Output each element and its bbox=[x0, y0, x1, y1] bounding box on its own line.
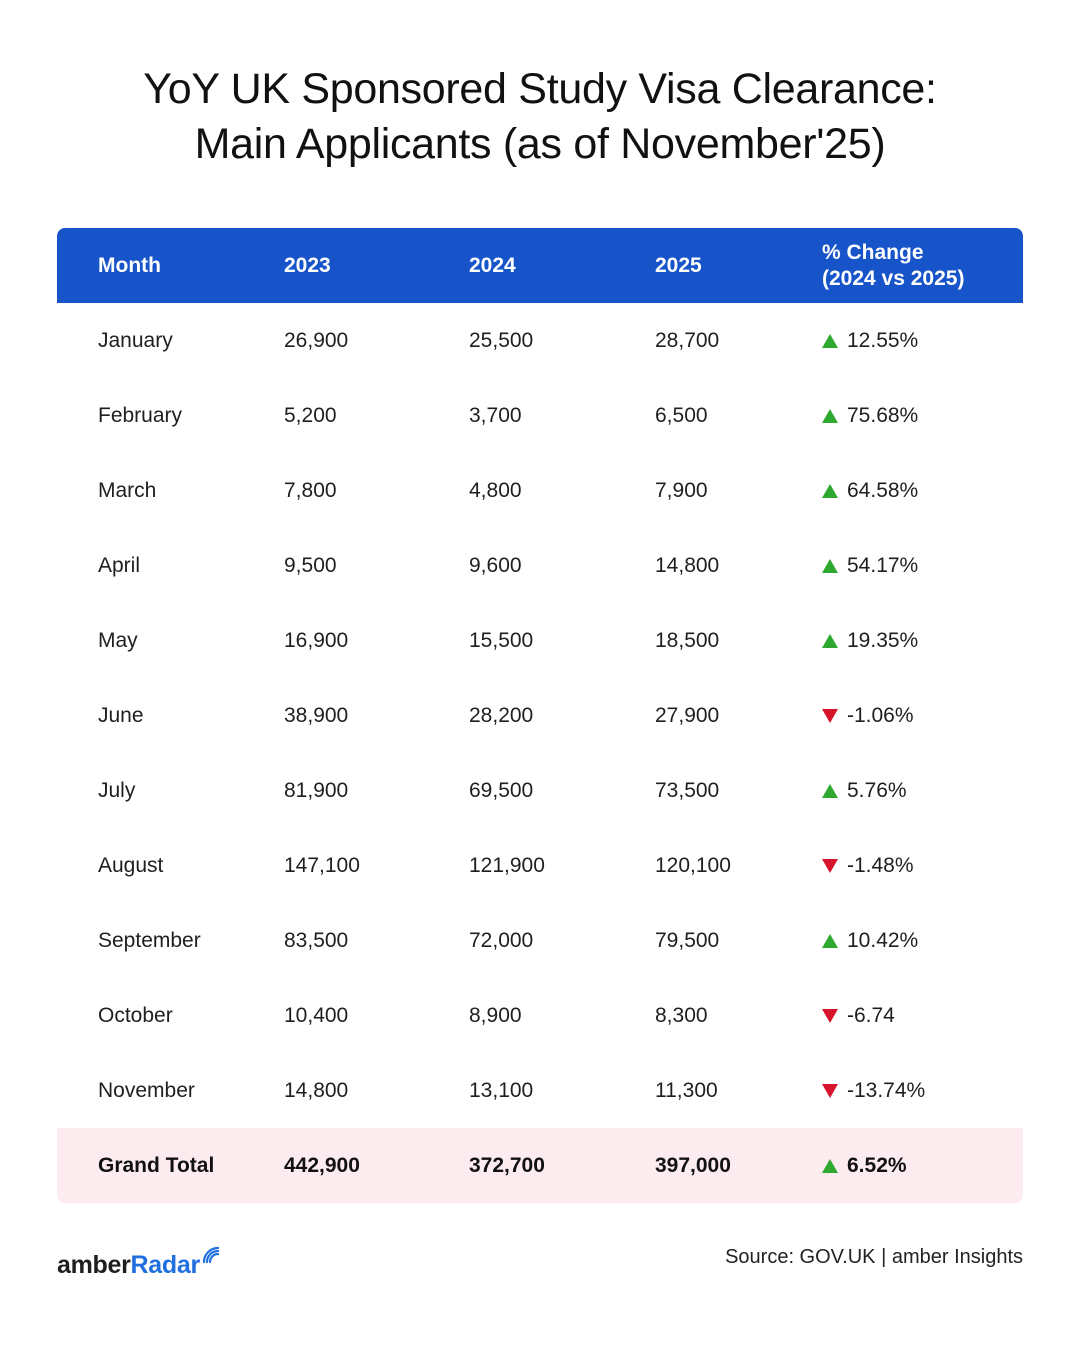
change-cell bbox=[822, 1053, 925, 1128]
change-value: 12.55% bbox=[847, 328, 919, 352]
triangle-up-icon bbox=[822, 484, 838, 498]
total-2025: 397,000 bbox=[655, 1153, 731, 1177]
change-cell bbox=[822, 978, 895, 1053]
change-cell bbox=[822, 903, 918, 978]
value-2025-cell: 7,900 bbox=[655, 478, 708, 502]
logo-text-amber: amber bbox=[57, 1251, 131, 1279]
value-2023-cell: 26,900 bbox=[284, 328, 349, 352]
source-note: Source: GOV.UK | amber Insights bbox=[725, 1246, 1023, 1268]
value-2025-cell: 8,300 bbox=[655, 1003, 708, 1027]
triangle-up-icon bbox=[822, 559, 838, 573]
month-cell: June bbox=[98, 703, 144, 727]
value-2024-cell: 25,500 bbox=[469, 328, 534, 352]
month-cell: April bbox=[98, 553, 141, 577]
amberradar-logo bbox=[57, 1240, 220, 1280]
change-cell bbox=[822, 378, 918, 453]
radar-wave-icon bbox=[202, 1246, 220, 1264]
month-cell: October bbox=[98, 1003, 173, 1027]
header-2024: 2024 bbox=[469, 253, 516, 277]
value-2025-cell: 11,300 bbox=[655, 1078, 718, 1102]
page-title bbox=[0, 62, 1080, 172]
table-row bbox=[57, 378, 1023, 453]
header-change-line-1: % Change bbox=[822, 240, 924, 264]
table-header bbox=[57, 228, 1023, 303]
value-2024-cell: 13,100 bbox=[469, 1078, 534, 1102]
change-value: -6.74 bbox=[847, 1003, 895, 1027]
header-change-line-2: (2024 vs 2025) bbox=[822, 266, 965, 290]
change-cell bbox=[822, 678, 914, 753]
value-2025-cell: 28,700 bbox=[655, 328, 720, 352]
value-2023-cell: 147,100 bbox=[284, 853, 360, 877]
change-value: 5.76% bbox=[847, 778, 907, 802]
total-change bbox=[822, 1128, 907, 1203]
change-value: -1.48% bbox=[847, 853, 914, 877]
total-2024: 372,700 bbox=[469, 1153, 545, 1177]
value-2024-cell: 15,500 bbox=[469, 628, 534, 652]
change-cell bbox=[822, 753, 907, 828]
title-line-2: Main Applicants (as of November'25) bbox=[194, 120, 886, 168]
total-label: Grand Total bbox=[98, 1153, 215, 1177]
value-2023-cell: 38,900 bbox=[284, 703, 349, 727]
triangle-down-icon bbox=[822, 709, 838, 723]
value-2025-cell: 120,100 bbox=[655, 853, 731, 877]
value-2025-cell: 18,500 bbox=[655, 628, 720, 652]
value-2025-cell: 27,900 bbox=[655, 703, 720, 727]
header-2025: 2025 bbox=[655, 253, 702, 277]
month-cell: August bbox=[98, 853, 164, 877]
value-2024-cell: 9,600 bbox=[469, 553, 522, 577]
triangle-up-icon bbox=[822, 1159, 838, 1173]
value-2023-cell: 5,200 bbox=[284, 403, 337, 427]
triangle-down-icon bbox=[822, 1009, 838, 1023]
value-2023-cell: 10,400 bbox=[284, 1003, 349, 1027]
table-row bbox=[57, 753, 1023, 828]
table-row bbox=[57, 828, 1023, 903]
table-row bbox=[57, 528, 1023, 603]
change-value: 10.42% bbox=[847, 928, 919, 952]
value-2023-cell: 81,900 bbox=[284, 778, 349, 802]
header-month: Month bbox=[98, 253, 161, 277]
value-2023-cell: 9,500 bbox=[284, 553, 337, 577]
change-value: 75.68% bbox=[847, 403, 919, 427]
month-cell: September bbox=[98, 928, 201, 952]
change-value: 54.17% bbox=[847, 553, 919, 577]
month-cell: July bbox=[98, 778, 136, 802]
value-2024-cell: 72,000 bbox=[469, 928, 534, 952]
value-2025-cell: 79,500 bbox=[655, 928, 720, 952]
header-2023: 2023 bbox=[284, 253, 331, 277]
value-2024-cell: 69,500 bbox=[469, 778, 534, 802]
total-2023: 442,900 bbox=[284, 1153, 360, 1177]
month-cell: March bbox=[98, 478, 157, 502]
change-value: -1.06% bbox=[847, 703, 914, 727]
value-2023-cell: 16,900 bbox=[284, 628, 349, 652]
month-cell: January bbox=[98, 328, 173, 352]
title-line-1: YoY UK Sponsored Study Visa Clearance: bbox=[143, 65, 937, 113]
header-change bbox=[822, 228, 964, 303]
month-cell: February bbox=[98, 403, 183, 427]
change-cell bbox=[822, 828, 914, 903]
value-2024-cell: 28,200 bbox=[469, 703, 534, 727]
value-2023-cell: 7,800 bbox=[284, 478, 337, 502]
triangle-up-icon bbox=[822, 334, 838, 348]
triangle-up-icon bbox=[822, 409, 838, 423]
triangle-up-icon bbox=[822, 934, 838, 948]
change-cell bbox=[822, 453, 918, 528]
triangle-down-icon bbox=[822, 859, 838, 873]
month-cell: May bbox=[98, 628, 138, 652]
table-body bbox=[57, 303, 1023, 1128]
table-row bbox=[57, 678, 1023, 753]
total-change-value: 6.52% bbox=[847, 1153, 907, 1177]
triangle-down-icon bbox=[822, 1084, 838, 1098]
table-row bbox=[57, 1053, 1023, 1128]
triangle-up-icon bbox=[822, 784, 838, 798]
table-row bbox=[57, 453, 1023, 528]
change-value: 64.58% bbox=[847, 478, 919, 502]
table-row bbox=[57, 978, 1023, 1053]
visa-clearance-table bbox=[57, 228, 1023, 1203]
change-value: 19.35% bbox=[847, 628, 919, 652]
value-2025-cell: 73,500 bbox=[655, 778, 720, 802]
value-2025-cell: 6,500 bbox=[655, 403, 708, 427]
table-row bbox=[57, 603, 1023, 678]
table-row bbox=[57, 903, 1023, 978]
value-2024-cell: 121,900 bbox=[469, 853, 545, 877]
change-cell bbox=[822, 303, 918, 378]
change-cell bbox=[822, 528, 918, 603]
change-cell bbox=[822, 603, 918, 678]
grand-total-row bbox=[57, 1128, 1023, 1203]
value-2023-cell: 14,800 bbox=[284, 1078, 349, 1102]
value-2024-cell: 8,900 bbox=[469, 1003, 522, 1027]
logo-text-radar: Radar bbox=[130, 1251, 200, 1279]
value-2024-cell: 3,700 bbox=[469, 403, 522, 427]
table-row bbox=[57, 303, 1023, 378]
month-cell: November bbox=[98, 1078, 195, 1102]
triangle-up-icon bbox=[822, 634, 838, 648]
change-value: -13.74% bbox=[847, 1078, 926, 1102]
value-2023-cell: 83,500 bbox=[284, 928, 349, 952]
value-2025-cell: 14,800 bbox=[655, 553, 720, 577]
value-2024-cell: 4,800 bbox=[469, 478, 522, 502]
